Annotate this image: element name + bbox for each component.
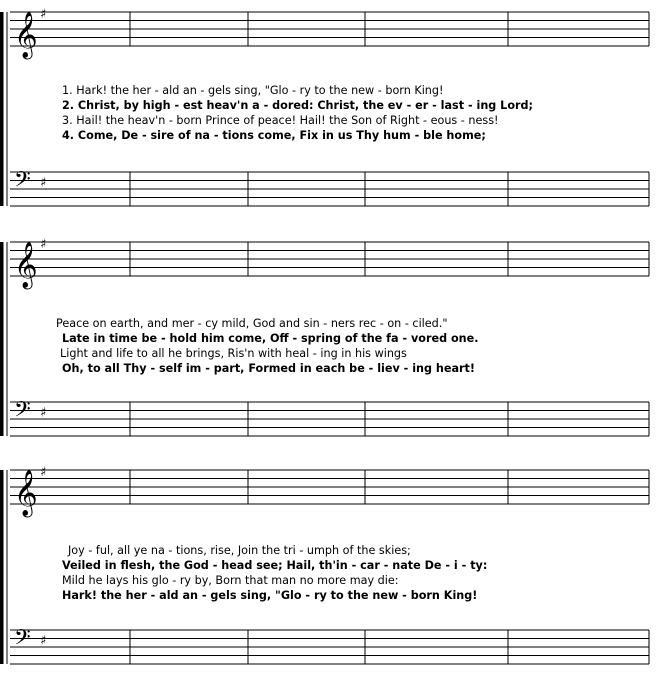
treble-clef-icon: 𝄞 (14, 242, 38, 288)
bass-staff (10, 168, 649, 206)
system-bracket (0, 242, 4, 436)
lyric-verse-4: Oh, to all Thy - self im - part, Formed in each be - liev - ing heart! (62, 362, 475, 375)
treble-staff (10, 465, 649, 518)
sharp-key-icon: ♯ (40, 7, 47, 22)
bass-clef-icon: 𝄢 (14, 397, 31, 428)
system-bracket (0, 12, 4, 206)
sharp-key-icon: ♯ (40, 237, 47, 252)
sharp-key-icon: ♯ (40, 175, 47, 191)
lyric-verse-4: Hark! the her - ald an - gels sing, "Glo - ry to the new - born King! (62, 589, 478, 602)
lyric-verse-1: Joy - ful, all ye na - tions, rise, Join the tri - umph of the skies; (68, 544, 411, 557)
lyric-verse-3: Mild he lays his glo - ry by, Born that man no more may die: (62, 574, 399, 587)
bass-clef-icon: 𝄢 (14, 167, 31, 198)
lyric-verse-3: Light and life to all he brings, Ris'n with heal - ing in his wings (60, 347, 407, 360)
lyric-verse-2: Late in time be - hold him come, Off - spring of the fa - vored one. (62, 332, 479, 345)
lyric-verse-3: 3. Hail! the heav'n - born Prince of peace! Hail! the Son of Right - eous - ness! (62, 114, 499, 127)
lyric-verse-1: 1. Hark! the her - ald an - gels sing, "Glo - ry to the new - born King! (62, 84, 444, 97)
sharp-key-icon: ♯ (40, 465, 47, 480)
sharp-key-icon: ♯ (40, 405, 47, 421)
lyric-verse-2: Veiled in flesh, the God - head see; Hail, th'in - car - nate De - i - ty: (62, 559, 488, 572)
lyric-verse-1: Peace on earth, and mer - cy mild, God and sin - ners rec - on - ciled." (56, 317, 448, 330)
lyric-verse-2: 2. Christ, by high - est heav'n a - dored: Christ, the ev - er - last - ing Lord; (62, 99, 534, 112)
sharp-key-icon: ♯ (40, 633, 47, 649)
treble-clef-icon: 𝄞 (14, 470, 38, 516)
bass-staff (10, 626, 649, 664)
lyric-verse-4: 4. Come, De - sire of na - tions come, Fix in us Thy hum - ble home; (62, 129, 486, 142)
system-bracket (0, 470, 4, 664)
treble-staff (10, 237, 649, 290)
treble-staff (10, 7, 649, 60)
treble-clef-icon: 𝄞 (14, 12, 38, 58)
bass-clef-icon: 𝄢 (14, 625, 31, 656)
bass-staff (10, 398, 649, 436)
